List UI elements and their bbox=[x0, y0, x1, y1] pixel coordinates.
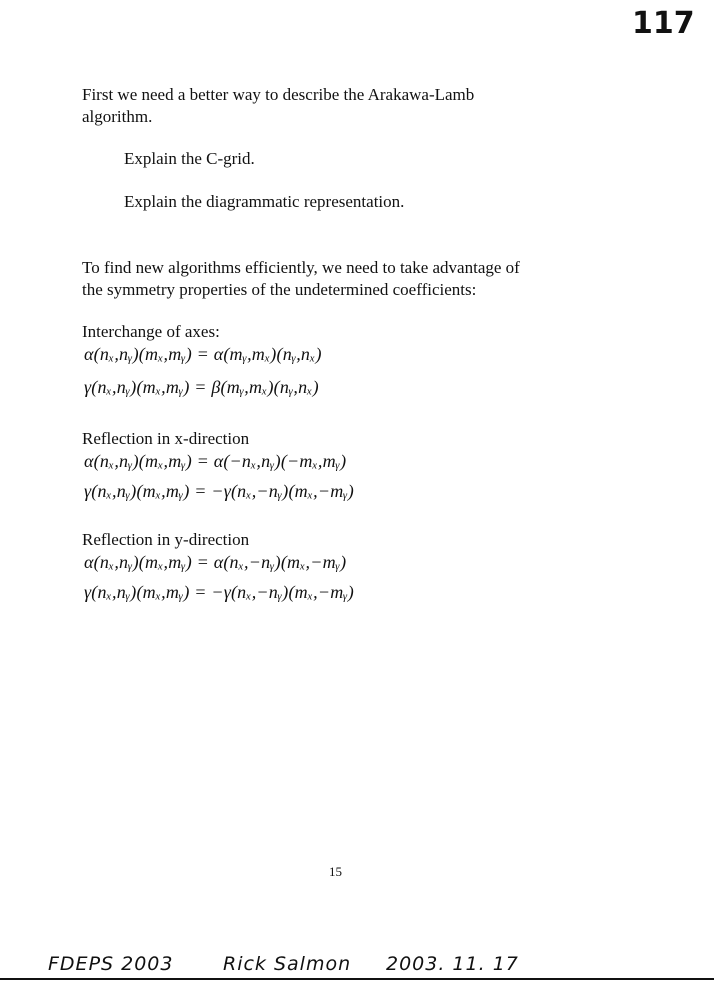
footer-author: Rick Salmon bbox=[223, 953, 352, 975]
footer-date: 2003. 11. 17 bbox=[386, 953, 519, 975]
explain-diagram: Explain the diagrammatic representation. bbox=[124, 192, 405, 211]
equation: α(nₓ,nᵧ)(mₓ,mᵧ) = α(−nₓ,nᵧ)(−mₓ,mᵧ) bbox=[84, 451, 347, 471]
handwritten-page-mark: 117 bbox=[632, 6, 695, 41]
equation: α(nₓ,nᵧ)(mₓ,mᵧ) = α(mᵧ,mₓ)(nᵧ,nₓ) bbox=[84, 344, 322, 364]
section-heading: Reflection in x-direction bbox=[82, 429, 250, 448]
equation: γ(nₓ,nᵧ)(mₓ,mᵧ) = β(mᵧ,mₓ)(nᵧ,nₓ) bbox=[84, 377, 319, 397]
section-heading: Reflection in y-direction bbox=[82, 530, 250, 549]
footer-rule bbox=[0, 978, 714, 980]
intro-line-1: First we need a better way to describe the Arakawa-Lamb bbox=[82, 85, 475, 104]
intro-line-2: algorithm. bbox=[82, 107, 153, 126]
equation: γ(nₓ,nᵧ)(mₓ,mᵧ) = −γ(nₓ,−nᵧ)(mₓ,−mᵧ) bbox=[84, 582, 354, 602]
equation: α(nₓ,nᵧ)(mₓ,mᵧ) = α(nₓ,−nᵧ)(mₓ,−mᵧ) bbox=[84, 552, 347, 572]
explain-cgrid: Explain the C-grid. bbox=[124, 149, 255, 168]
para-line-1: To find new algorithms efficiently, we need to take advantage of bbox=[82, 258, 520, 277]
footer-event: FDEPS 2003 bbox=[48, 953, 174, 975]
equation: γ(nₓ,nᵧ)(mₓ,mᵧ) = −γ(nₓ,−nᵧ)(mₓ,−mᵧ) bbox=[84, 481, 354, 501]
section-heading: Interchange of axes: bbox=[82, 322, 220, 341]
page-number: 15 bbox=[329, 864, 342, 879]
para-line-2: the symmetry properties of the undetermined coefficients: bbox=[82, 280, 477, 299]
